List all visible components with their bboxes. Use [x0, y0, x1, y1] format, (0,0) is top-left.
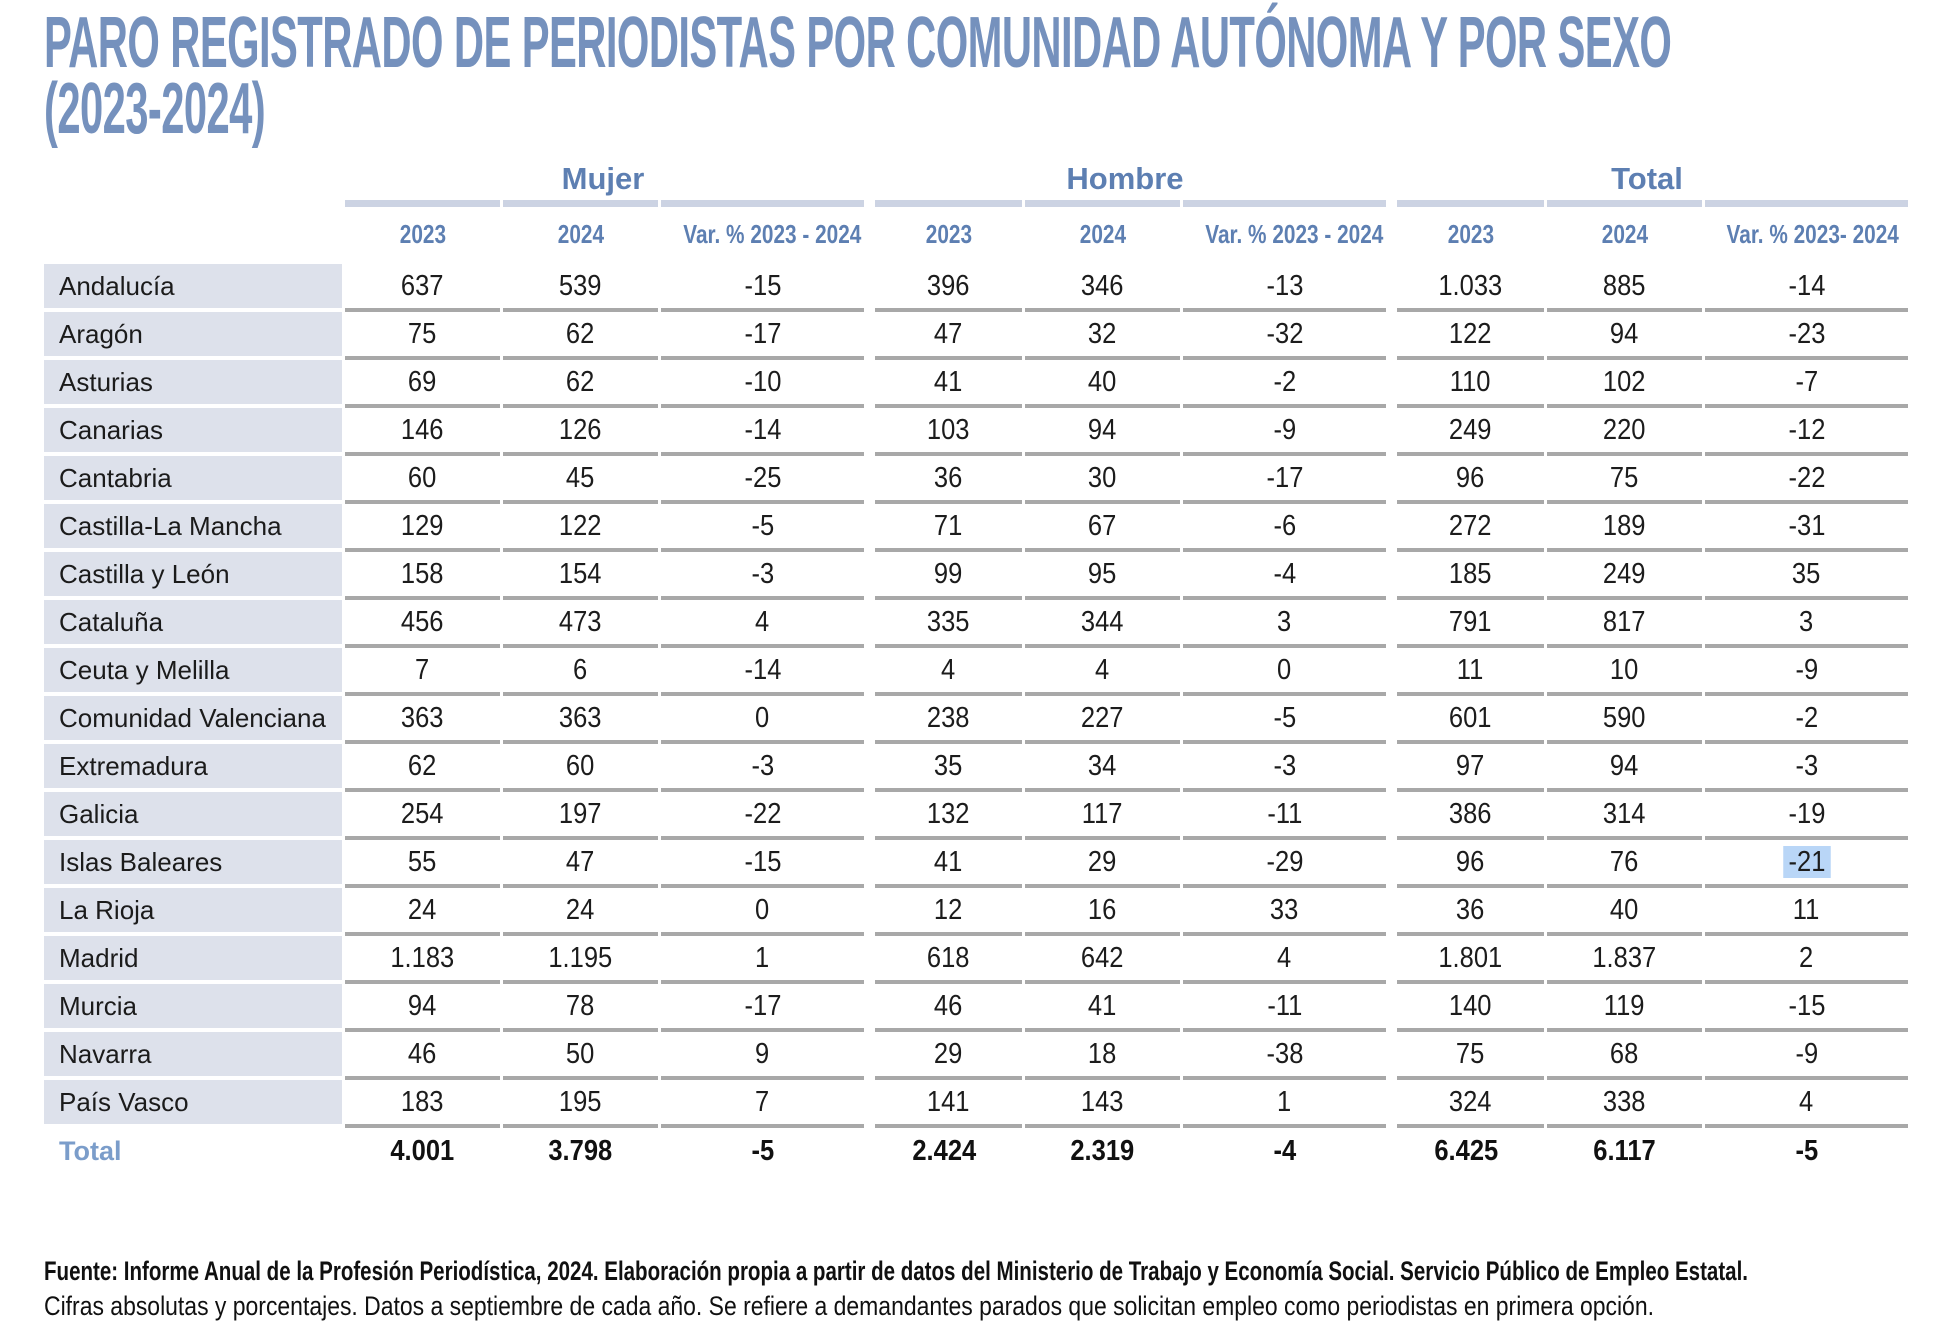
region-label: Murcia: [44, 984, 342, 1028]
table-cell: 254: [345, 792, 500, 840]
table-cell: 473: [503, 600, 658, 648]
table-cell: 55: [345, 840, 500, 888]
table-cell: 16: [1025, 888, 1180, 936]
table-cell: -5: [661, 504, 864, 552]
table-cell: -25: [661, 456, 864, 504]
page-title-line2: (2023-2024): [44, 69, 266, 149]
table-cell: 18: [1025, 1032, 1180, 1080]
table-cell: -7: [1705, 360, 1908, 408]
table-cell: 4: [1183, 936, 1386, 984]
col-header-mujer-2023: 2023: [399, 219, 446, 249]
table-cell: 32: [1025, 312, 1180, 360]
total-cell-total-2023: 6.425: [1434, 1135, 1499, 1167]
table-cell: 11: [1705, 888, 1908, 936]
table-cell: -14: [1705, 264, 1908, 312]
table-cell: 0: [661, 696, 864, 744]
region-label: País Vasco: [44, 1080, 342, 1124]
table-cell: 94: [1547, 312, 1702, 360]
table-cell: 195: [503, 1080, 658, 1128]
table-cell: 132: [875, 792, 1022, 840]
table-cell: 0: [661, 888, 864, 936]
table-cell: 1: [661, 936, 864, 984]
table-cell: 122: [503, 504, 658, 552]
total-cell-mujer-var: -5: [751, 1135, 774, 1167]
table-cell: 143: [1025, 1080, 1180, 1128]
table-cell: 75: [1547, 456, 1702, 504]
table-cell: -3: [1705, 744, 1908, 792]
table-cell: -11: [1183, 792, 1386, 840]
region-label: Asturias: [44, 360, 342, 404]
table-cell: 103: [875, 408, 1022, 456]
table-cell: 60: [503, 744, 658, 792]
table-cell: 40: [1547, 888, 1702, 936]
region-label: Madrid: [44, 936, 342, 980]
header-bar: [875, 200, 1022, 207]
column-group-total: Total: [1611, 161, 1683, 196]
table-cell: 791: [1397, 600, 1544, 648]
header-bar: [1705, 200, 1908, 207]
corner-spacer: [44, 158, 342, 200]
header-bar: [1397, 200, 1544, 207]
table-cell: 75: [345, 312, 500, 360]
region-label: Cataluña: [44, 600, 342, 644]
header-bar: [1183, 200, 1386, 207]
table-cell: 154: [503, 552, 658, 600]
table-cell: 47: [503, 840, 658, 888]
total-row-label: Total: [59, 1136, 122, 1166]
total-cell-total-2024: 6.117: [1593, 1135, 1656, 1167]
col-header-hombre-2024: 2024: [1079, 219, 1126, 249]
region-label: Canarias: [44, 408, 342, 452]
table-cell: 197: [503, 792, 658, 840]
selection-highlight: -21: [1783, 846, 1830, 878]
table-cell: 141: [875, 1080, 1022, 1128]
source-note: [44, 1254, 1944, 1324]
table-cell: 24: [345, 888, 500, 936]
table-cell: 817: [1547, 600, 1702, 648]
region-label: Islas Baleares: [44, 840, 342, 884]
table-cell: 117: [1025, 792, 1180, 840]
table-cell: 1: [1183, 1080, 1386, 1128]
table-cell: 1.183: [345, 936, 500, 984]
table-cell: 30: [1025, 456, 1180, 504]
table-cell: 140: [1397, 984, 1544, 1032]
col-header-total-2024: 2024: [1601, 219, 1648, 249]
table-cell: 78: [503, 984, 658, 1032]
table-cell: 60: [345, 456, 500, 504]
total-cell-mujer-2023: 4.001: [390, 1135, 455, 1167]
table-cell: 0: [1183, 648, 1386, 696]
region-label: Navarra: [44, 1032, 342, 1076]
table-cell: 62: [345, 744, 500, 792]
table-cell: 238: [875, 696, 1022, 744]
table-cell: 97: [1397, 744, 1544, 792]
header-bar: [1025, 200, 1180, 207]
table-cell: -22: [1705, 456, 1908, 504]
table-cell: -9: [1705, 1032, 1908, 1080]
table-cell: 35: [1705, 552, 1908, 600]
table-cell: 2: [1705, 936, 1908, 984]
table-cell: 9: [661, 1032, 864, 1080]
region-label: Comunidad Valenciana: [44, 696, 342, 740]
table-cell: 35: [875, 744, 1022, 792]
page-title: [44, 3, 1944, 149]
table-cell: -38: [1183, 1032, 1386, 1080]
table-cell: 69: [345, 360, 500, 408]
region-label: Castilla y León: [44, 552, 342, 596]
table-cell: -2: [1183, 360, 1386, 408]
table-cell: -2: [1705, 696, 1908, 744]
table-cell: 158: [345, 552, 500, 600]
table-cell: -22: [661, 792, 864, 840]
col-header-mujer-2024: 2024: [557, 219, 604, 249]
table-cell: -19: [1705, 792, 1908, 840]
table-cell: 99: [875, 552, 1022, 600]
table-cell: 41: [875, 840, 1022, 888]
table-cell: 126: [503, 408, 658, 456]
table-cell: -15: [1705, 984, 1908, 1032]
table-cell: -5: [1183, 696, 1386, 744]
total-cell-hombre-2023: 2.424: [912, 1135, 977, 1167]
table-cell: 338: [1547, 1080, 1702, 1128]
total-cell-total-var: -5: [1795, 1135, 1818, 1167]
region-label: Cantabria: [44, 456, 342, 500]
table-cell: 94: [345, 984, 500, 1032]
table-cell: 7: [661, 1080, 864, 1128]
table-cell: 601: [1397, 696, 1544, 744]
table-cell: 34: [1025, 744, 1180, 792]
table-cell: 1.033: [1397, 264, 1544, 312]
table-cell: 75: [1397, 1032, 1544, 1080]
table-cell: -6: [1183, 504, 1386, 552]
table-cell: -14: [661, 648, 864, 696]
table-cell: 41: [875, 360, 1022, 408]
table-cell: 249: [1547, 552, 1702, 600]
col-header-total-2023: 2023: [1447, 219, 1494, 249]
col-header-mujer-var: Var. % 2023 - 2024: [683, 219, 862, 249]
table-cell: 6: [503, 648, 658, 696]
table-cell: -17: [1183, 456, 1386, 504]
table-cell: 3: [1183, 600, 1386, 648]
table-cell: 62: [503, 360, 658, 408]
table-cell: -15: [661, 840, 864, 888]
table-cell: 12: [875, 888, 1022, 936]
table-cell: -17: [661, 312, 864, 360]
table-cell: -9: [1705, 648, 1908, 696]
table-cell: 96: [1397, 456, 1544, 504]
table-cell: 40: [1025, 360, 1180, 408]
region-label: Galicia: [44, 792, 342, 836]
source-note-line1: Fuente: Informe Anual de la Profesión Periodística, 2024. Elaboración propia a partir de datos del Ministerio de Trabajo y Economía Social. Servicio Público de Empleo Estatal.: [44, 1256, 1748, 1286]
table-cell: 618: [875, 936, 1022, 984]
table-cell: [1705, 840, 1908, 888]
region-label: La Rioja: [44, 888, 342, 932]
table-cell: 4: [1025, 648, 1180, 696]
region-label: Castilla-La Mancha: [44, 504, 342, 548]
table-cell: 363: [345, 696, 500, 744]
table-cell: -14: [661, 408, 864, 456]
table-cell: 1.837: [1547, 936, 1702, 984]
table-cell: -12: [1705, 408, 1908, 456]
table-cell: 102: [1547, 360, 1702, 408]
col-header-hombre-2023: 2023: [925, 219, 972, 249]
table-cell: 1.801: [1397, 936, 1544, 984]
col-header-hombre-var: Var. % 2023 - 2024: [1205, 219, 1384, 249]
table-cell: 344: [1025, 600, 1180, 648]
table-cell: -31: [1705, 504, 1908, 552]
table-cell: 33: [1183, 888, 1386, 936]
table-cell: 46: [345, 1032, 500, 1080]
table-cell: 386: [1397, 792, 1544, 840]
table-cell: -15: [661, 264, 864, 312]
year-spacer: [44, 210, 342, 264]
table-cell: -17: [661, 984, 864, 1032]
table-cell: -13: [1183, 264, 1386, 312]
table-cell: 539: [503, 264, 658, 312]
table-cell: 363: [503, 696, 658, 744]
source-note-line2: Cifras absolutas y porcentajes. Datos a septiembre de cada año. Se refiere a demandantes parados que solicitan empleo como periodistas en primera opción.: [44, 1291, 1654, 1321]
header-bar: [345, 200, 500, 207]
bar-spacer: [44, 200, 342, 210]
table-cell: 110: [1397, 360, 1544, 408]
table-cell: 4: [875, 648, 1022, 696]
table-cell: 220: [1547, 408, 1702, 456]
data-table: [44, 158, 1908, 1178]
table-cell: 324: [1397, 1080, 1544, 1128]
table-cell: 335: [875, 600, 1022, 648]
table-cell: -11: [1183, 984, 1386, 1032]
region-label: Aragón: [44, 312, 342, 356]
table-cell: 314: [1547, 792, 1702, 840]
table-cell: -23: [1705, 312, 1908, 360]
table-cell: 67: [1025, 504, 1180, 552]
table-cell: 47: [875, 312, 1022, 360]
table-cell: 29: [875, 1032, 1022, 1080]
col-header-total-var: Var. % 2023- 2024: [1726, 219, 1899, 249]
table-cell: 96: [1397, 840, 1544, 888]
table-cell: 346: [1025, 264, 1180, 312]
table-cell: -3: [1183, 744, 1386, 792]
table-cell: 185: [1397, 552, 1544, 600]
table-cell: 146: [345, 408, 500, 456]
table-cell: 129: [345, 504, 500, 552]
table-cell: 249: [1397, 408, 1544, 456]
table-cell: 29: [1025, 840, 1180, 888]
table-cell: 189: [1547, 504, 1702, 552]
table-cell: 642: [1025, 936, 1180, 984]
table-cell: 590: [1547, 696, 1702, 744]
table-cell: 227: [1025, 696, 1180, 744]
table-cell: 4: [661, 600, 864, 648]
table-cell: -9: [1183, 408, 1386, 456]
table-cell: 50: [503, 1032, 658, 1080]
table-cell: -29: [1183, 840, 1386, 888]
table-cell: 637: [345, 264, 500, 312]
region-label: Andalucía: [44, 264, 342, 308]
table-cell: 119: [1547, 984, 1702, 1032]
table-cell: 94: [1025, 408, 1180, 456]
table-cell: 7: [345, 648, 500, 696]
header-bar: [503, 200, 658, 207]
table-cell: 94: [1547, 744, 1702, 792]
total-cell-hombre-2024: 2.319: [1070, 1135, 1135, 1167]
table-cell: 885: [1547, 264, 1702, 312]
table-cell: 272: [1397, 504, 1544, 552]
table-cell: -32: [1183, 312, 1386, 360]
header-bar: [1547, 200, 1702, 207]
table-cell: -3: [661, 744, 864, 792]
region-label: Ceuta y Melilla: [44, 648, 342, 692]
table-cell: 71: [875, 504, 1022, 552]
table-cell: 11: [1397, 648, 1544, 696]
table-cell: 68: [1547, 1032, 1702, 1080]
table-cell: -3: [661, 552, 864, 600]
table-cell: 1.195: [503, 936, 658, 984]
table-cell: 3: [1705, 600, 1908, 648]
table-cell: 95: [1025, 552, 1180, 600]
total-cell-mujer-2024: 3.798: [548, 1135, 613, 1167]
table-cell: 46: [875, 984, 1022, 1032]
header-bar: [661, 200, 864, 207]
table-cell: 36: [875, 456, 1022, 504]
table-cell: 36: [1397, 888, 1544, 936]
table-cell: 396: [875, 264, 1022, 312]
region-label: Extremadura: [44, 744, 342, 788]
total-cell-hombre-var: -4: [1273, 1135, 1296, 1167]
table-cell: -10: [661, 360, 864, 408]
table-cell: 183: [345, 1080, 500, 1128]
table-cell: 76: [1547, 840, 1702, 888]
column-group-hombre: Hombre: [1066, 161, 1184, 196]
column-group-mujer: Mujer: [561, 161, 645, 196]
table-cell: 122: [1397, 312, 1544, 360]
table-cell: 41: [1025, 984, 1180, 1032]
table-cell: 62: [503, 312, 658, 360]
table-cell: -4: [1183, 552, 1386, 600]
page-title-line1: PARO REGISTRADO DE PERIODISTAS POR COMUNIDAD AUTÓNOMA Y POR SEXO: [44, 3, 1672, 83]
table-cell: 10: [1547, 648, 1702, 696]
table-cell: 24: [503, 888, 658, 936]
table-cell: 45: [503, 456, 658, 504]
table-cell: 4: [1705, 1080, 1908, 1128]
table-cell: 456: [345, 600, 500, 648]
